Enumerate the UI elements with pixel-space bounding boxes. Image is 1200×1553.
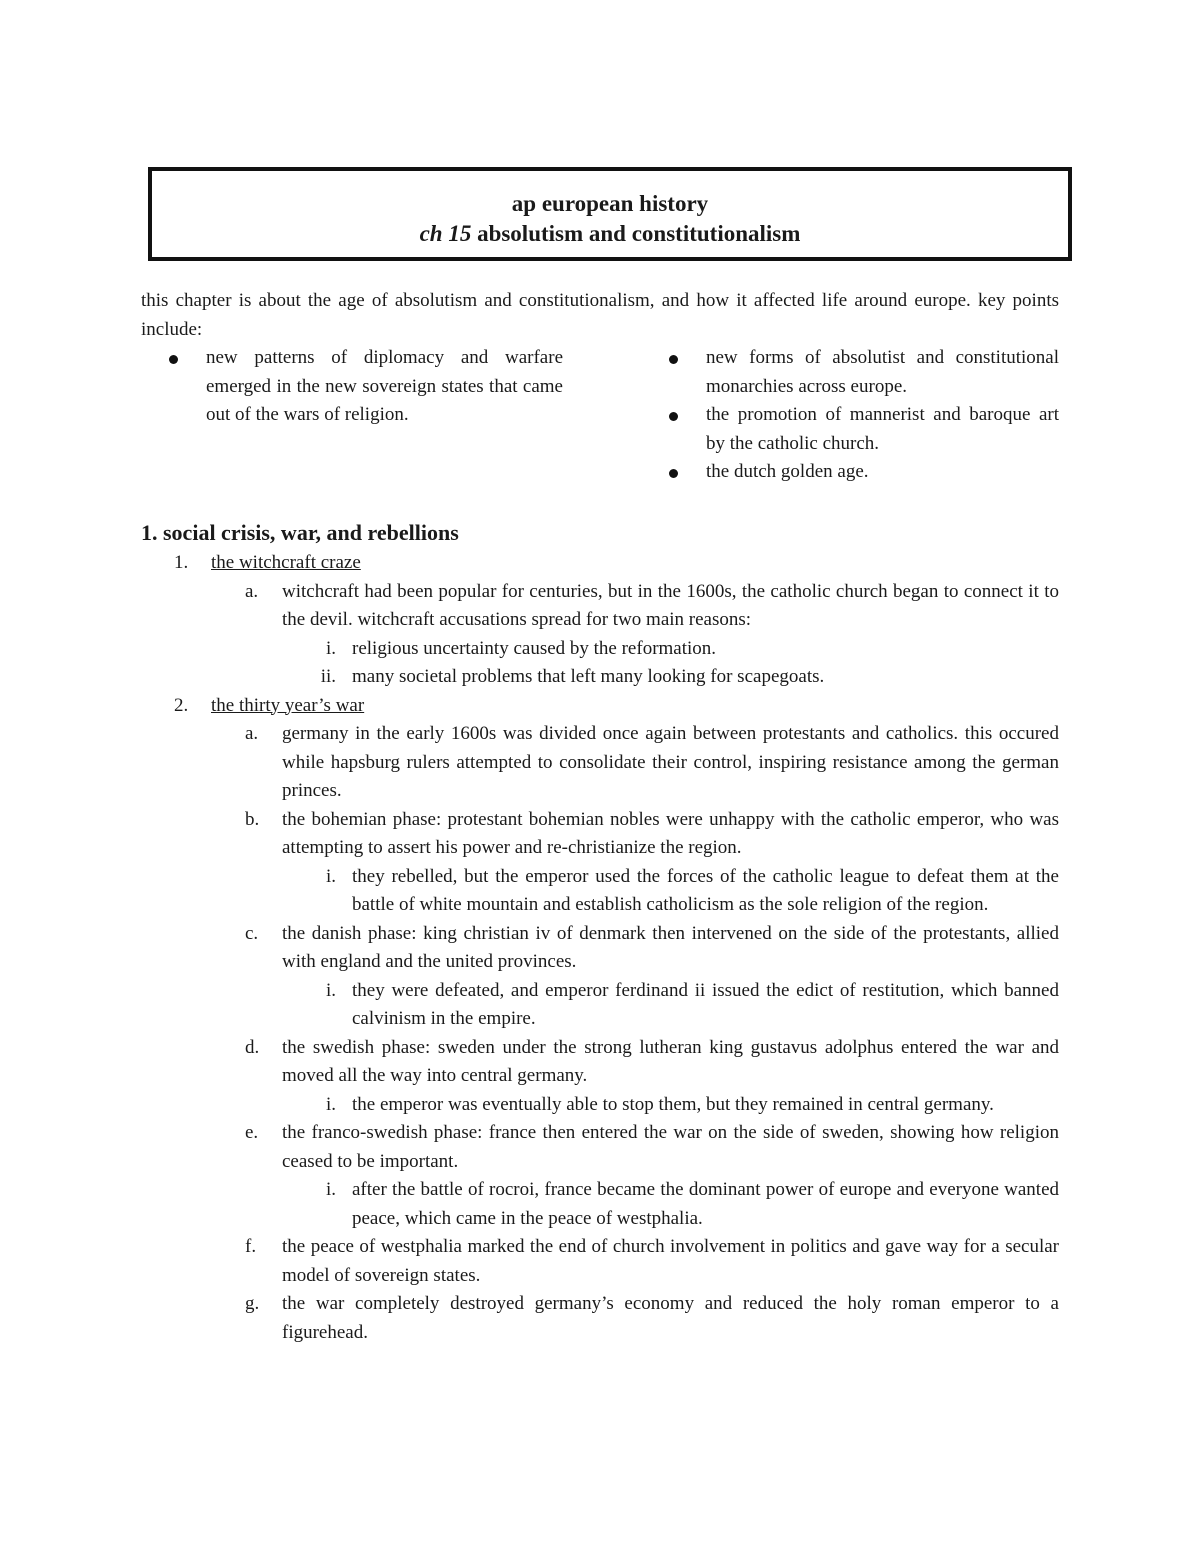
item-marker: e. — [245, 1122, 259, 1143]
title-box — [148, 167, 1072, 261]
outline-subitem — [141, 977, 1059, 1034]
section-heading: 1. social crisis, war, and rebellions — [141, 520, 459, 545]
topic-title: the witchcraft craze — [211, 552, 361, 573]
key-point: new patterns of diplomacy and warfare emerged in the new sovereign states that came out of the wars of religion. — [168, 344, 563, 430]
item-marker: a. — [245, 580, 259, 602]
outline-subitem — [141, 635, 1059, 664]
outline-item — [141, 1233, 1059, 1290]
key-point: the promotion of mannerist and baroque art by the catholic church. — [668, 401, 1059, 458]
outline-item — [141, 1034, 1059, 1091]
item-text: the peace of westphalia marked the end of church involvement in politics and gave way for a secular model of sovereign states. — [282, 1236, 1059, 1286]
outline-item — [141, 578, 1059, 635]
subitem-marker: ii. — [320, 666, 336, 687]
item-marker: f. — [245, 1236, 257, 1257]
topic-number: 2. — [174, 694, 189, 716]
key-point: new forms of absolutist and constitutional monarchies across europe. — [668, 344, 1059, 401]
subitem-text: after the battle of rocroi, france became the dominant power of europe and everyone wanted peace, which came in the peace of westphalia. — [352, 1179, 1059, 1229]
outline-item — [141, 920, 1059, 977]
item-marker: a. — [245, 723, 259, 744]
outline-subitem — [141, 1091, 1059, 1120]
subitem-text: religious uncertainty caused by the reformation. — [352, 637, 717, 659]
topic-thirty-years-war — [141, 692, 1059, 721]
section-outline — [141, 549, 1059, 1347]
subitem-text: the emperor was eventually able to stop them, but they remained in central germany. — [352, 1093, 994, 1115]
key-points-right — [668, 344, 1059, 487]
item-text: the franco-swedish phase: france then entered the war on the side of sweden, showing how religion ceased to be important. — [282, 1122, 1059, 1172]
item-text: the bohemian phase: protestant bohemian nobles were unhappy with the catholic emperor, who was attempting to assert his power and re-christianize the region. — [282, 808, 1059, 858]
outline-subitem — [141, 863, 1059, 920]
outline-subitem — [141, 1176, 1059, 1233]
topic-number: 1. — [174, 552, 189, 573]
outline-item — [141, 1119, 1059, 1176]
item-text: witchcraft had been popular for centuries, but in the 1600s, the catholic church began to connect it to the devil. witchcraft accusations spread for two main reasons: — [282, 580, 1059, 630]
item-marker: b. — [245, 808, 260, 830]
topic-title: the thirty year’s war — [211, 694, 365, 716]
item-text: germany in the early 1600s was divided once again between protestants and catholics. this occured while hapsburg rulers attempted to consolidate their control, inspiring resistance among the german princes. — [282, 723, 1059, 801]
subitem-marker: i. — [325, 1179, 336, 1200]
course-title: ap european history — [511, 191, 709, 216]
intro-paragraph: this chapter is about the age of absolutism and constitutionalism, and how it affected life around europe. key points include: — [141, 290, 1059, 340]
chapter-title — [152, 219, 1068, 249]
outline-subitem — [141, 663, 1059, 692]
subitem-marker: i. — [325, 979, 336, 1001]
key-points-left — [168, 344, 563, 430]
outline-item — [141, 806, 1059, 863]
subitem-text: many societal problems that left many looking for scapegoats. — [352, 666, 825, 687]
outline-item — [141, 720, 1059, 806]
subitem-marker: i. — [325, 865, 336, 887]
item-text: the swedish phase: sweden under the strong lutheran king gustavus adolphus entered the war and moved all the way into central germany. — [282, 1036, 1059, 1086]
subitem-marker: i. — [325, 637, 336, 659]
item-text: the danish phase: king christian iv of denmark then intervened on the side of the protestants, allied with england and the united provinces. — [282, 922, 1059, 972]
key-point: the dutch golden age. — [668, 458, 1059, 487]
subitem-marker: i. — [325, 1093, 336, 1115]
chapter-number: ch 15 — [419, 221, 472, 246]
outline-item — [141, 1290, 1059, 1347]
subitem-text: they were defeated, and emperor ferdinand ii issued the edict of restitution, which banned calvinism in the empire. — [352, 979, 1059, 1029]
chapter-name: absolutism and constitutionalism — [471, 221, 801, 246]
subitem-text: they rebelled, but the emperor used the forces of the catholic league to defeat them at the battle of white mountain and establish catholicism as the sole religion of the region. — [352, 865, 1059, 915]
item-marker: d. — [245, 1036, 260, 1058]
topic-witchcraft-craze — [141, 549, 1059, 578]
item-marker: c. — [245, 922, 259, 944]
item-text: the war completely destroyed germany’s economy and reduced the holy roman emperor to a figurehead. — [282, 1293, 1059, 1343]
item-marker: g. — [245, 1293, 260, 1314]
